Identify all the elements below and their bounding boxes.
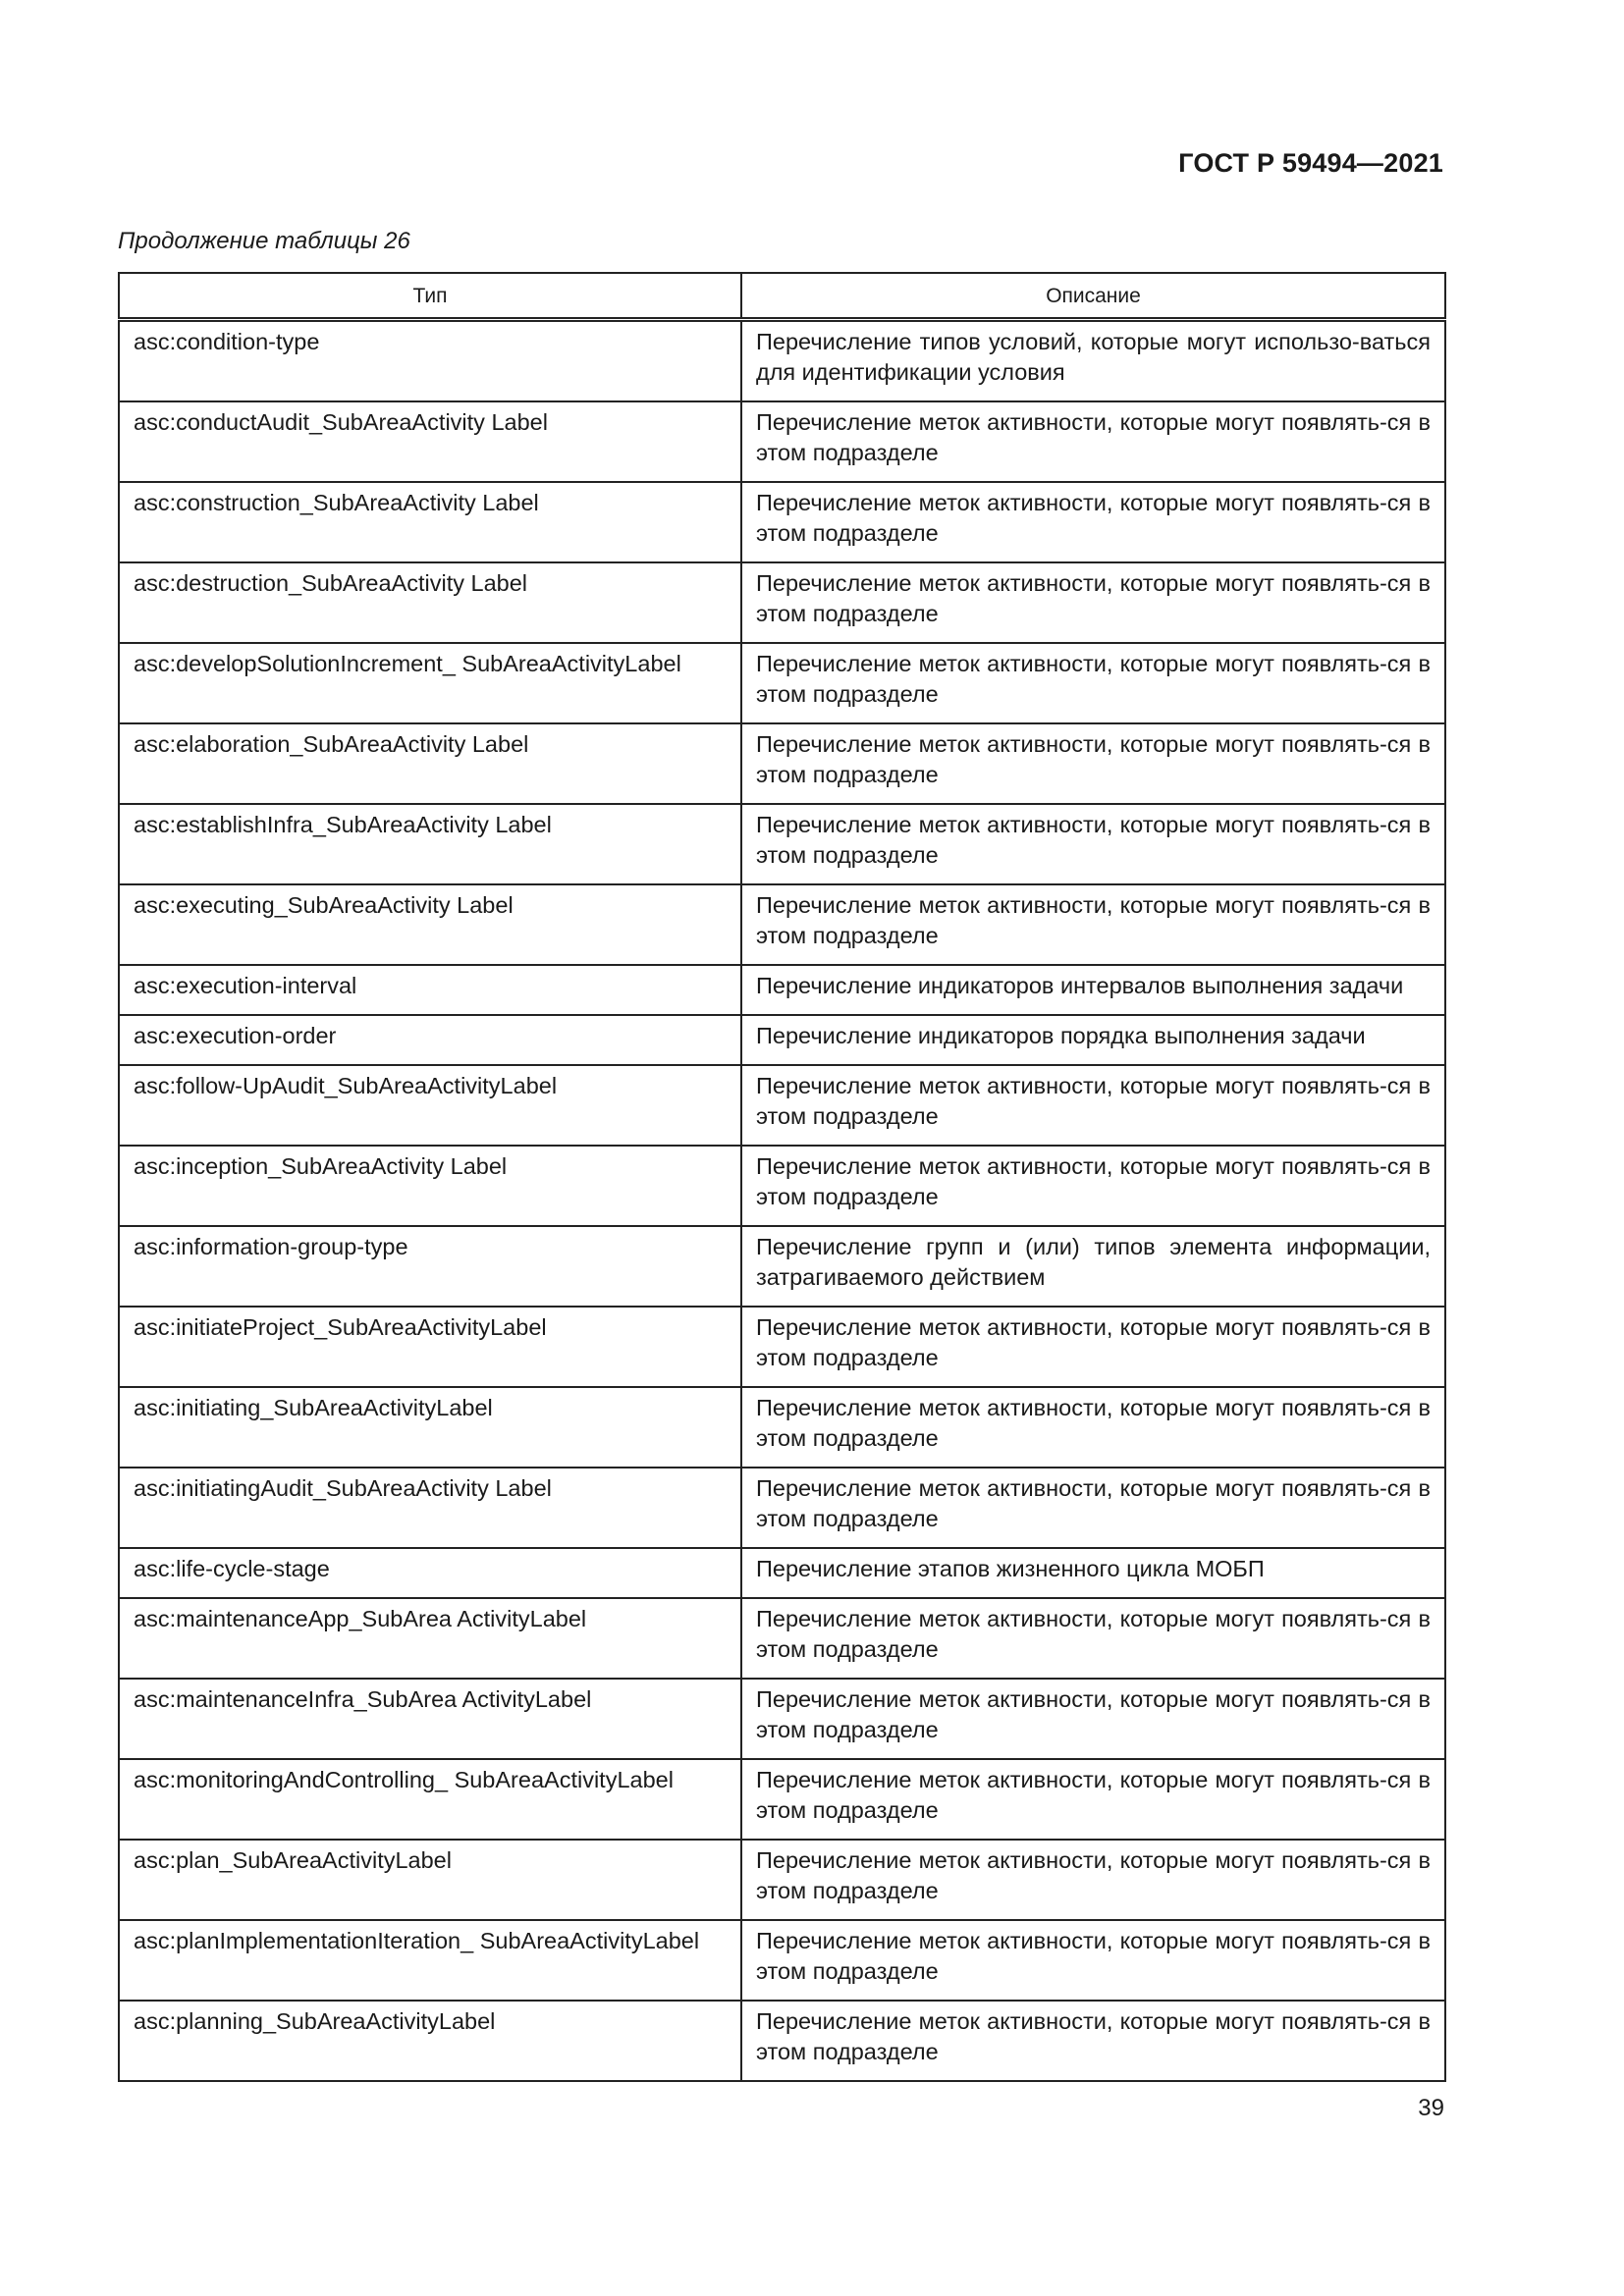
description-cell: Перечисление меток активности, которые могут появлять-ся в этом подразделе [741, 1840, 1445, 1920]
table-row [119, 643, 1445, 723]
type-cell: asc:conductAudit_SubAreaActivity Label [119, 401, 741, 482]
type-cell: asc:information-group-type [119, 1226, 741, 1307]
table-row [119, 1840, 1445, 1920]
table-row [119, 1065, 1445, 1146]
table-row [119, 884, 1445, 965]
table-row [119, 1759, 1445, 1840]
table-row [119, 562, 1445, 643]
column-header-type: Тип [119, 273, 741, 320]
type-cell: asc:elaboration_SubAreaActivity Label [119, 723, 741, 804]
type-cell: asc:initiateProject_SubAreaActivityLabel [119, 1307, 741, 1387]
table-row [119, 1015, 1445, 1065]
table-row [119, 1307, 1445, 1387]
table-caption: Продолжение таблицы 26 [118, 228, 410, 254]
table-row [119, 1598, 1445, 1679]
type-cell: asc:execution-order [119, 1015, 741, 1065]
table-row [119, 1468, 1445, 1548]
type-cell: asc:initiating_SubAreaActivityLabel [119, 1387, 741, 1468]
type-cell: asc:establishInfra_SubAreaActivity Label [119, 804, 741, 884]
description-cell: Перечисление меток активности, которые могут появлять-ся в этом подразделе [741, 1468, 1445, 1548]
type-cell: asc:condition-type [119, 320, 741, 402]
page-number: 39 [1418, 2095, 1444, 2121]
table-row [119, 965, 1445, 1015]
description-cell: Перечисление меток активности, которые могут появлять-ся в этом подразделе [741, 723, 1445, 804]
type-cell: asc:life-cycle-stage [119, 1548, 741, 1598]
table-row [119, 1679, 1445, 1759]
description-cell: Перечисление меток активности, которые могут появлять-ся в этом подразделе [741, 1307, 1445, 1387]
type-cell: asc:initiatingAudit_SubAreaActivity Label [119, 1468, 741, 1548]
type-cell: asc:inception_SubAreaActivity Label [119, 1146, 741, 1226]
standard-header: ГОСТ Р 59494—2021 [1178, 148, 1443, 178]
type-cell: asc:destruction_SubAreaActivity Label [119, 562, 741, 643]
description-cell: Перечисление меток активности, которые могут появлять-ся в этом подразделе [741, 643, 1445, 723]
description-cell: Перечисление меток активности, которые могут появлять-ся в этом подразделе [741, 1387, 1445, 1468]
type-cell: asc:plan_SubAreaActivityLabel [119, 1840, 741, 1920]
description-cell: Перечисление меток активности, которые могут появлять-ся в этом подразделе [741, 1679, 1445, 1759]
type-cell: asc:executing_SubAreaActivity Label [119, 884, 741, 965]
description-cell: Перечисление меток активности, которые могут появлять-ся в этом подразделе [741, 1759, 1445, 1840]
definitions-table [118, 272, 1446, 2082]
description-cell: Перечисление типов условий, которые могут использо-ваться для идентификации условия [741, 320, 1445, 402]
type-cell: asc:planning_SubAreaActivityLabel [119, 2001, 741, 2081]
description-cell: Перечисление индикаторов интервалов выполнения задачи [741, 965, 1445, 1015]
description-cell: Перечисление меток активности, которые могут появлять-ся в этом подразделе [741, 562, 1445, 643]
type-cell: asc:execution-interval [119, 965, 741, 1015]
type-cell: asc:monitoringAndControlling_ SubAreaActivityLabel [119, 1759, 741, 1840]
description-cell: Перечисление меток активности, которые могут появлять-ся в этом подразделе [741, 1146, 1445, 1226]
type-cell: asc:maintenanceApp_SubArea ActivityLabel [119, 1598, 741, 1679]
description-cell: Перечисление меток активности, которые могут появлять-ся в этом подразделе [741, 884, 1445, 965]
table-row [119, 1920, 1445, 2001]
type-cell: asc:developSolutionIncrement_ SubAreaActivityLabel [119, 643, 741, 723]
table-header-row [119, 273, 1445, 320]
table-row [119, 482, 1445, 562]
description-cell: Перечисление меток активности, которые могут появлять-ся в этом подразделе [741, 401, 1445, 482]
table-row [119, 804, 1445, 884]
description-cell: Перечисление индикаторов порядка выполнения задачи [741, 1015, 1445, 1065]
description-cell: Перечисление меток активности, которые могут появлять-ся в этом подразделе [741, 1598, 1445, 1679]
description-cell: Перечисление этапов жизненного цикла МОБП [741, 1548, 1445, 1598]
type-cell: asc:construction_SubAreaActivity Label [119, 482, 741, 562]
table-row [119, 1226, 1445, 1307]
description-cell: Перечисление групп и (или) типов элемента информации, затрагиваемого действием [741, 1226, 1445, 1307]
table-row [119, 320, 1445, 402]
type-cell: asc:planImplementationIteration_ SubAreaActivityLabel [119, 1920, 741, 2001]
type-cell: asc:maintenanceInfra_SubArea ActivityLabel [119, 1679, 741, 1759]
type-cell: asc:follow-UpAudit_SubAreaActivityLabel [119, 1065, 741, 1146]
table-row [119, 401, 1445, 482]
description-cell: Перечисление меток активности, которые могут появлять-ся в этом подразделе [741, 1065, 1445, 1146]
table-row [119, 1387, 1445, 1468]
description-cell: Перечисление меток активности, которые могут появлять-ся в этом подразделе [741, 482, 1445, 562]
description-cell: Перечисление меток активности, которые могут появлять-ся в этом подразделе [741, 1920, 1445, 2001]
column-header-description: Описание [741, 273, 1445, 320]
table-row [119, 1146, 1445, 1226]
table-row [119, 723, 1445, 804]
table-row [119, 2001, 1445, 2081]
table-row [119, 1548, 1445, 1598]
description-cell: Перечисление меток активности, которые могут появлять-ся в этом подразделе [741, 2001, 1445, 2081]
description-cell: Перечисление меток активности, которые могут появлять-ся в этом подразделе [741, 804, 1445, 884]
